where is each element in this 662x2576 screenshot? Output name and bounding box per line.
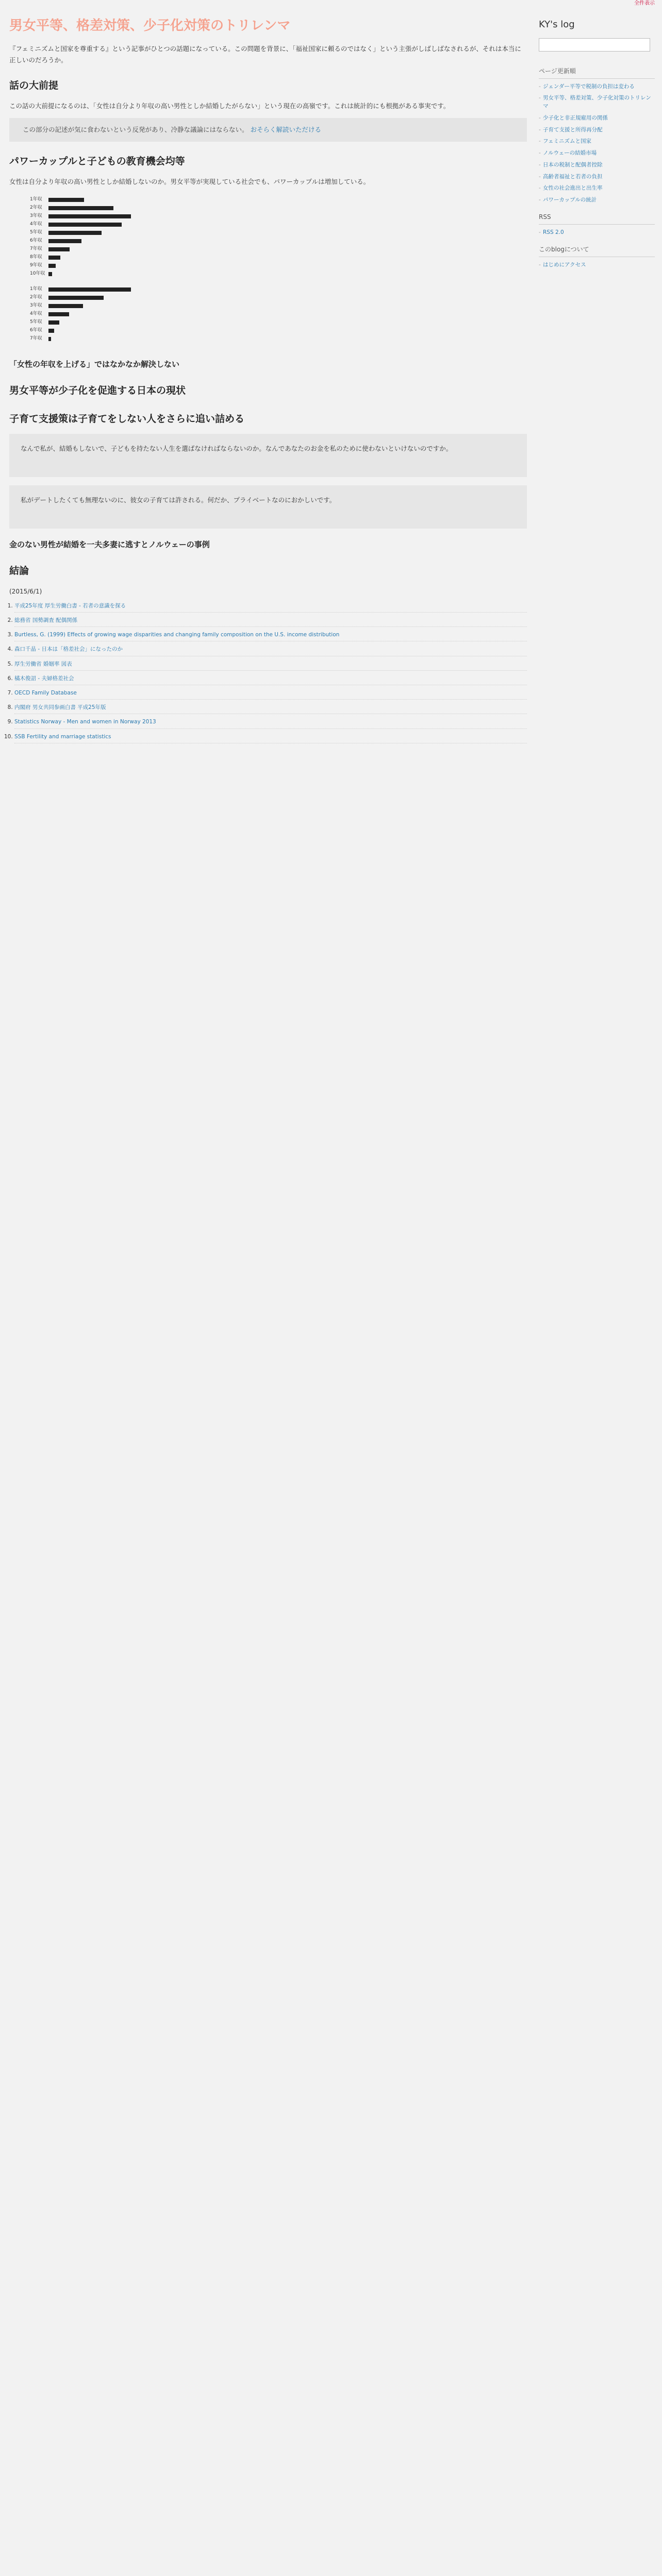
- bar-row: [30, 302, 527, 310]
- bar-row: [30, 212, 527, 221]
- income-bar-chart-1: [9, 194, 527, 283]
- recent-page-item: [539, 149, 655, 158]
- bar: [48, 272, 52, 276]
- heading-women-income: 「女性の年収を上げる」ではなかなか解決しない: [9, 359, 180, 369]
- bar-label: 5年収: [30, 229, 42, 235]
- section-heading-power-couple: パワーカップルと子どもの教育機会均等: [9, 155, 185, 167]
- bar: [48, 256, 60, 260]
- about-link[interactable]: はじめにアクセス: [543, 261, 586, 268]
- recent-page-item: [539, 126, 655, 134]
- reference-item: [14, 660, 527, 671]
- recent-pages-list: [539, 83, 655, 205]
- reference-link[interactable]: 厚生労働省 婚姻率 図表: [14, 660, 72, 667]
- recent-page-link[interactable]: 高齢者福祉と若者の負担: [543, 173, 603, 180]
- bar: [48, 304, 83, 308]
- about-heading: このblogについて: [539, 244, 655, 257]
- recent-page-link[interactable]: 男女平等、格差対策、少子化対策のトリレンマ: [543, 95, 651, 109]
- bar: [48, 247, 70, 251]
- show-all-link[interactable]: 全件表示: [634, 1, 655, 6]
- rss-item: [539, 229, 655, 237]
- bar-label: 3年収: [30, 302, 42, 308]
- recent-page-link[interactable]: 女性の社会進出と出生率: [543, 185, 603, 192]
- bar: [48, 320, 59, 325]
- reference-link[interactable]: Statistics Norway - Men and women in Norway 2013: [14, 719, 156, 725]
- bar-label: 1年収: [30, 286, 42, 292]
- bar: [48, 214, 131, 218]
- recent-page-item: [539, 196, 655, 205]
- bar-row: [30, 335, 527, 343]
- bar-label: 2年収: [30, 294, 42, 300]
- bar-row: [30, 318, 527, 327]
- bar-row: [30, 270, 527, 278]
- bar-row: [30, 204, 527, 212]
- recent-pages-heading: ページ更新順: [539, 66, 655, 79]
- bar: [48, 223, 122, 227]
- reference-item: [14, 733, 527, 743]
- bar-label: 5年収: [30, 319, 42, 325]
- reference-link[interactable]: 総務省 国勢調査 配偶関係: [14, 617, 78, 623]
- reference-list: [9, 602, 527, 743]
- long-quote-2: [9, 485, 527, 529]
- bar-row: [30, 253, 527, 262]
- bar-row: [30, 285, 527, 294]
- rss-heading: RSS: [539, 212, 655, 225]
- recent-page-item: [539, 94, 655, 111]
- sidebar: [539, 16, 655, 273]
- reference-link[interactable]: 内閣府 男女共同参画白書 平成25年版: [14, 704, 106, 711]
- bar: [48, 231, 102, 235]
- bar-label: 8年収: [30, 254, 42, 260]
- recent-page-link[interactable]: 日本の税制と配偶者控除: [543, 161, 603, 168]
- recent-page-item: [539, 161, 655, 170]
- bar-label: 9年収: [30, 262, 42, 268]
- bar-row: [30, 327, 527, 335]
- rss-link[interactable]: RSS 2.0: [543, 229, 564, 235]
- post-date: (2015/6/1): [9, 587, 42, 595]
- heading-child-support: 子育て支援策は子育てをしない人をさらに追い詰める: [9, 413, 245, 425]
- intro-paragraph: 『フェミニズムと国家を尊重する』という記事がひとつの話題になっている。この問題を背景に、「福祉国家に頼るのではなく」という主張がしばしばなされるが、それは本当に正しいのだろうか。: [9, 44, 521, 64]
- search-input[interactable]: [539, 38, 650, 52]
- heading-conclusion: 結論: [9, 565, 29, 577]
- page-title: 男女平等、格差対策、少子化対策のトリレンマ: [9, 18, 291, 33]
- reference-link[interactable]: 平成25年度 厚生労働白書 - 若者の意識を探る: [14, 602, 126, 609]
- bar: [48, 239, 81, 243]
- bar-row: [30, 221, 527, 229]
- recent-page-item: [539, 114, 655, 123]
- reference-link[interactable]: SSB Fertility and marriage statistics: [14, 733, 111, 740]
- recent-page-link[interactable]: 少子化と非正規雇用の関係: [543, 114, 608, 121]
- long-quote-text: なんで私が、結婚もしないで、子どもを持たない人生を選ばなければならないのか。なんであなたのお金を私のために使わないといけないのですか。: [21, 445, 453, 453]
- reference-item: [14, 631, 527, 641]
- recent-page-link[interactable]: ジェンダー平等で税制の負担は変わる: [543, 83, 635, 90]
- section-paragraph-power-couple: 女性は自分より年収の高い男性としか結婚しないのか。男女平等が実現している社会でも、パワーカップルは増加している。: [9, 177, 370, 185]
- section-paragraph-premise: この話の大前提になるのは、「女性は自分より年収の高い男性としか結婚したがらない」という現在の高嶺です。これは統計的にも根拠がある事実です。: [9, 101, 450, 110]
- heading-gender-equality-birthrate: 男女平等が少子化を促進する日本の現状: [9, 384, 186, 396]
- bar-label: 4年収: [30, 221, 42, 227]
- inline-quote: [9, 118, 527, 142]
- reference-item: [14, 689, 527, 700]
- quote-text: この部分の記述が気に食わないという反発があり、冷静な議論にはならない。: [23, 125, 249, 133]
- recent-page-item: [539, 173, 655, 181]
- long-quote: [9, 434, 527, 477]
- bar-label: 4年収: [30, 311, 42, 316]
- bar: [48, 287, 131, 292]
- heading-norway: 金のない男性が結婚を一夫多妻に逃すとノルウェーの事例: [9, 540, 210, 550]
- bar: [48, 206, 113, 210]
- long-quote-text-2: 私がデートしたくても無理ないのに、彼女の子育ては許される。何だか、プライベートなのにおかしいです。: [21, 496, 336, 504]
- bar-label: 3年収: [30, 213, 42, 218]
- bar-row: [30, 196, 527, 204]
- bar-label: 7年収: [30, 246, 42, 251]
- blog-title: KY's log: [539, 19, 575, 30]
- recent-page-link[interactable]: 子育て支援と所得再分配: [543, 126, 603, 133]
- bar-row: [30, 245, 527, 253]
- bar-row: [30, 262, 527, 270]
- bar: [48, 337, 51, 341]
- reference-item: [14, 617, 527, 627]
- bar-row: [30, 310, 527, 318]
- bar: [48, 198, 84, 202]
- bar-row: [30, 229, 527, 237]
- recent-page-link[interactable]: フェミニズムと国家: [543, 138, 591, 145]
- section-heading-premise: 話の大前提: [9, 79, 59, 91]
- bar: [48, 329, 54, 333]
- bar: [48, 312, 69, 316]
- quote-link[interactable]: おそらく解読いただける: [250, 125, 322, 133]
- reference-link[interactable]: 橘木俊詔 - 夫婦格差社会: [14, 675, 74, 682]
- reference-item: [14, 675, 527, 685]
- bar-label: 2年収: [30, 205, 42, 210]
- bar: [48, 296, 104, 300]
- recent-page-item: [539, 138, 655, 146]
- recent-page-item: [539, 83, 655, 91]
- reference-item: [14, 646, 527, 656]
- bar-row: [30, 237, 527, 245]
- about-item: [539, 261, 655, 269]
- bar-label: 7年収: [30, 335, 42, 341]
- reference-link[interactable]: 森口千晶 - 日本は「格差社会」になったのか: [14, 646, 123, 653]
- bar-label: 1年収: [30, 196, 42, 202]
- bar-row: [30, 294, 527, 302]
- income-bar-chart-2: [9, 283, 527, 348]
- bar-label: 6年収: [30, 327, 42, 333]
- recent-page-link[interactable]: パワーカップルの統計: [543, 197, 597, 203]
- article: [9, 7, 527, 749]
- reference-item: [14, 704, 527, 714]
- recent-page-link[interactable]: ノルウェーの結婚市場: [543, 150, 597, 156]
- bar-label: 10年収: [30, 270, 45, 276]
- reference-link[interactable]: Burtless, G. (1999) Effects of growing wage disparities and changing family composition on the U.S. income distribution: [14, 632, 340, 638]
- reference-item: [14, 602, 527, 613]
- bar-label: 6年収: [30, 238, 42, 243]
- bar: [48, 264, 56, 268]
- reference-link[interactable]: OECD Family Database: [14, 689, 77, 696]
- reference-item: [14, 718, 527, 728]
- recent-page-item: [539, 184, 655, 193]
